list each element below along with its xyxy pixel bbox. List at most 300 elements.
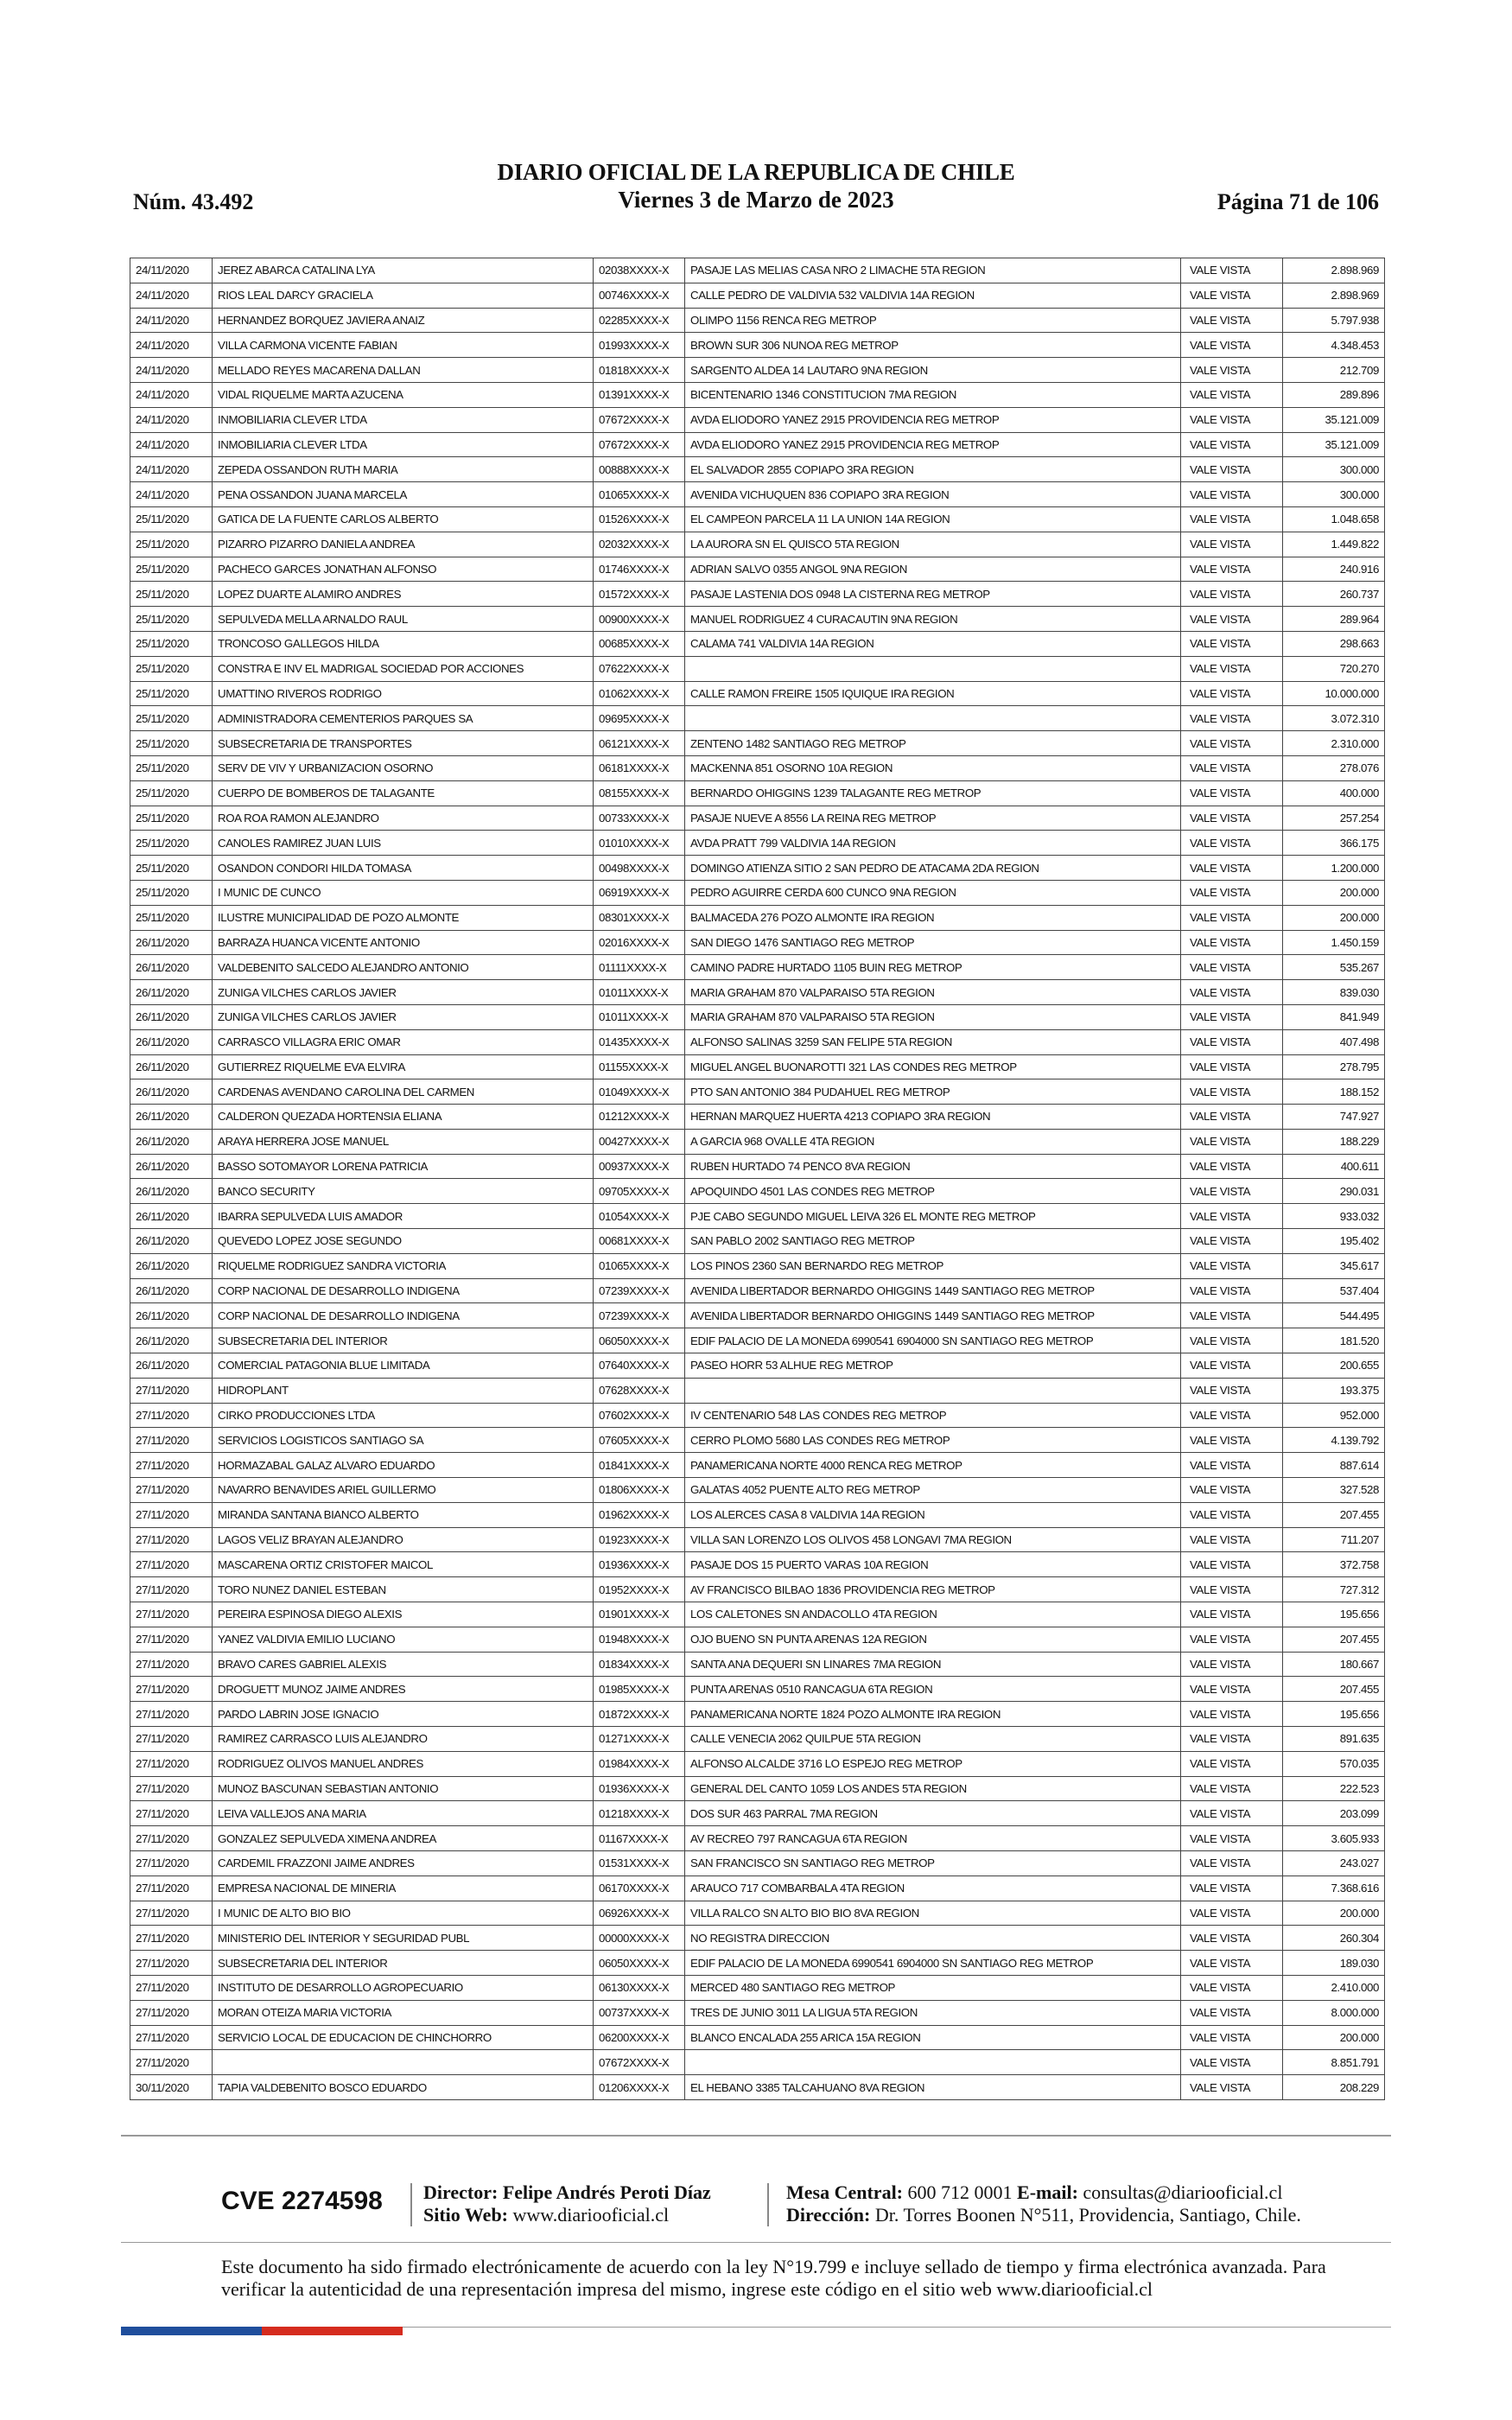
table-row xyxy=(130,283,1385,308)
row-amount: 400.000 xyxy=(1283,780,1385,806)
row-amount: 4.139.792 xyxy=(1283,1428,1385,1453)
page-number: Página 71 de 106 xyxy=(1217,189,1379,214)
row-payment-method: VALE VISTA xyxy=(1181,755,1283,780)
row-rut: 01872XXXX-X xyxy=(594,1702,685,1727)
row-address: PASAJE NUEVE A 8556 LA REINA REG METROP xyxy=(685,806,1181,831)
row-rut: 00900XXXX-X xyxy=(594,607,685,632)
row-address xyxy=(685,706,1181,731)
row-beneficiary: MORAN OTEIZA MARIA VICTORIA xyxy=(213,2000,594,2025)
footer-separator xyxy=(767,2183,769,2226)
row-rut: 01212XXXX-X xyxy=(594,1105,685,1130)
row-amount: 891.635 xyxy=(1283,1727,1385,1752)
row-address: LOS ALERCES CASA 8 VALDIVIA 14A REGION xyxy=(685,1502,1181,1527)
row-rut: 01572XXXX-X xyxy=(594,582,685,607)
row-address: CALLE RAMON FREIRE 1505 IQUIQUE IRA REGION xyxy=(685,681,1181,706)
table-row xyxy=(130,681,1385,706)
row-payment-method: VALE VISTA xyxy=(1181,1054,1283,1079)
row-beneficiary: CARDEMIL FRAZZONI JAIME ANDRES xyxy=(213,1851,594,1876)
row-payment-method: VALE VISTA xyxy=(1181,382,1283,407)
row-rut: 01065XXXX-X xyxy=(594,482,685,507)
row-beneficiary: LAGOS VELIZ BRAYAN ALEJANDRO xyxy=(213,1527,594,1552)
footer-divider-middle xyxy=(121,2242,1391,2243)
row-beneficiary: CARRASCO VILLAGRA ERIC OMAR xyxy=(213,1029,594,1054)
row-rut: 06121XXXX-X xyxy=(594,731,685,756)
row-beneficiary: IBARRA SEPULVEDA LUIS AMADOR xyxy=(213,1204,594,1229)
row-beneficiary: RIQUELME RODRIGUEZ SANDRA VICTORIA xyxy=(213,1253,594,1278)
row-date: 25/11/2020 xyxy=(130,506,213,532)
row-amount: 327.528 xyxy=(1283,1478,1385,1503)
row-payment-method: VALE VISTA xyxy=(1181,1527,1283,1552)
row-rut: 07628XXXX-X xyxy=(594,1378,685,1403)
row-payment-method: VALE VISTA xyxy=(1181,1428,1283,1453)
table-row xyxy=(130,407,1385,432)
table-row xyxy=(130,1527,1385,1552)
row-address: AVENIDA VICHUQUEN 836 COPIAPO 3RA REGION xyxy=(685,482,1181,507)
row-amount: 200.000 xyxy=(1283,1901,1385,1926)
web-label: Sitio Web: xyxy=(423,2204,509,2226)
row-amount: 711.207 xyxy=(1283,1527,1385,1552)
row-address: ALFONSO ALCALDE 3716 LO ESPEJO REG METROP xyxy=(685,1751,1181,1776)
table-row xyxy=(130,358,1385,383)
row-rut: 07672XXXX-X xyxy=(594,432,685,457)
row-address: BLANCO ENCALADA 255 ARICA 15A REGION xyxy=(685,2025,1181,2050)
row-date: 27/11/2020 xyxy=(130,1527,213,1552)
row-date: 27/11/2020 xyxy=(130,1702,213,1727)
row-address: HERNAN MARQUEZ HUERTA 4213 COPIAPO 3RA REGION xyxy=(685,1105,1181,1130)
row-amount: 5.797.938 xyxy=(1283,308,1385,333)
row-address: SANTA ANA DEQUERI SN LINARES 7MA REGION xyxy=(685,1652,1181,1677)
row-rut: 01993XXXX-X xyxy=(594,333,685,358)
row-date: 26/11/2020 xyxy=(130,1353,213,1379)
row-address: TRES DE JUNIO 3011 LA LIGUA 5TA REGION xyxy=(685,2000,1181,2025)
row-beneficiary: SERVICIOS LOGISTICOS SANTIAGO SA xyxy=(213,1428,594,1453)
row-date: 26/11/2020 xyxy=(130,1105,213,1130)
row-address: AV FRANCISCO BILBAO 1836 PROVIDENCIA REG METROP xyxy=(685,1577,1181,1602)
row-amount: 2.310.000 xyxy=(1283,731,1385,756)
table-row xyxy=(130,2075,1385,2100)
row-payment-method: VALE VISTA xyxy=(1181,930,1283,955)
table-row xyxy=(130,506,1385,532)
row-amount: 193.375 xyxy=(1283,1378,1385,1403)
legal-notice: Este documento ha sido firmado electrónicamente de acuerdo con la ley N°19.799 e incluye sellado de tiempo y firma electrónica avanzada. Para verificar la autenticidad de una representación impresa del mismo, ingrese este código en el sitio web www.diariooficial.cl xyxy=(221,2256,1326,2300)
row-beneficiary: BARRAZA HUANCA VICENTE ANTONIO xyxy=(213,930,594,955)
row-beneficiary: MELLADO REYES MACARENA DALLAN xyxy=(213,358,594,383)
footer-separator xyxy=(410,2183,412,2226)
table-row xyxy=(130,755,1385,780)
row-beneficiary: ILUSTRE MUNICIPALIDAD DE POZO ALMONTE xyxy=(213,905,594,930)
row-date: 24/11/2020 xyxy=(130,308,213,333)
row-date: 27/11/2020 xyxy=(130,1428,213,1453)
row-rut: 01841XXXX-X xyxy=(594,1453,685,1478)
row-amount: 35.121.009 xyxy=(1283,432,1385,457)
row-beneficiary: I MUNIC DE CUNCO xyxy=(213,880,594,905)
row-date: 24/11/2020 xyxy=(130,382,213,407)
row-address: SARGENTO ALDEA 14 LAUTARO 9NA REGION xyxy=(685,358,1181,383)
row-payment-method: VALE VISTA xyxy=(1181,731,1283,756)
flag-red-stripe xyxy=(262,2327,403,2335)
row-amount: 300.000 xyxy=(1283,457,1385,482)
email-link[interactable]: consultas@diariooficial.cl xyxy=(1083,2181,1283,2203)
row-address: SAN PABLO 2002 SANTIAGO REG METROP xyxy=(685,1229,1181,1254)
row-payment-method: VALE VISTA xyxy=(1181,457,1283,482)
row-payment-method: VALE VISTA xyxy=(1181,905,1283,930)
row-rut: 00681XXXX-X xyxy=(594,1229,685,1254)
row-beneficiary: RAMIREZ CARRASCO LUIS ALEJANDRO xyxy=(213,1727,594,1752)
row-rut: 01746XXXX-X xyxy=(594,557,685,582)
row-address: SAN DIEGO 1476 SANTIAGO REG METROP xyxy=(685,930,1181,955)
row-amount: 345.617 xyxy=(1283,1253,1385,1278)
row-payment-method: VALE VISTA xyxy=(1181,1851,1283,1876)
director-block xyxy=(423,2181,711,2226)
row-rut: 01391XXXX-X xyxy=(594,382,685,407)
row-payment-method: VALE VISTA xyxy=(1181,557,1283,582)
row-date: 30/11/2020 xyxy=(130,2075,213,2100)
row-beneficiary: SERVICIO LOCAL DE EDUCACION DE CHINCHORRO xyxy=(213,2025,594,2050)
row-payment-method: VALE VISTA xyxy=(1181,283,1283,308)
row-beneficiary: COMERCIAL PATAGONIA BLUE LIMITADA xyxy=(213,1353,594,1379)
row-payment-method: VALE VISTA xyxy=(1181,1975,1283,2000)
row-payment-method: VALE VISTA xyxy=(1181,681,1283,706)
row-rut: 00737XXXX-X xyxy=(594,2000,685,2025)
table-row xyxy=(130,1951,1385,1976)
row-beneficiary: PENA OSSANDON JUANA MARCELA xyxy=(213,482,594,507)
row-date: 27/11/2020 xyxy=(130,1975,213,2000)
row-payment-method: VALE VISTA xyxy=(1181,532,1283,557)
table-row xyxy=(130,1428,1385,1453)
row-beneficiary: CORP NACIONAL DE DESARROLLO INDIGENA xyxy=(213,1278,594,1303)
row-date: 24/11/2020 xyxy=(130,258,213,283)
table-row xyxy=(130,1105,1385,1130)
table-row xyxy=(130,1552,1385,1577)
row-date: 27/11/2020 xyxy=(130,1453,213,1478)
table-row xyxy=(130,1179,1385,1204)
row-payment-method: VALE VISTA xyxy=(1181,1552,1283,1577)
row-beneficiary: LEIVA VALLEJOS ANA MARIA xyxy=(213,1801,594,1826)
address-text: Dr. Torres Boonen N°511, Providencia, Santiago, Chile. xyxy=(874,2204,1301,2226)
table-row xyxy=(130,1253,1385,1278)
table-row xyxy=(130,980,1385,1005)
row-amount: 2.898.969 xyxy=(1283,283,1385,308)
row-rut: 06130XXXX-X xyxy=(594,1975,685,2000)
row-rut: 01065XXXX-X xyxy=(594,1253,685,1278)
row-beneficiary: SUBSECRETARIA DEL INTERIOR xyxy=(213,1951,594,1976)
row-amount: 1.449.822 xyxy=(1283,532,1385,557)
row-beneficiary: UMATTINO RIVEROS RODRIGO xyxy=(213,681,594,706)
flag-blue-stripe xyxy=(121,2327,262,2335)
row-date: 27/11/2020 xyxy=(130,1951,213,1976)
row-amount: 207.455 xyxy=(1283,1627,1385,1652)
row-date: 27/11/2020 xyxy=(130,1677,213,1702)
row-date: 27/11/2020 xyxy=(130,1627,213,1652)
row-date: 24/11/2020 xyxy=(130,482,213,507)
table-row xyxy=(130,930,1385,955)
row-beneficiary: INMOBILIARIA CLEVER LTDA xyxy=(213,407,594,432)
row-amount: 3.072.310 xyxy=(1283,706,1385,731)
row-address xyxy=(685,2050,1181,2075)
row-payment-method: VALE VISTA xyxy=(1181,308,1283,333)
row-rut: 00888XXXX-X xyxy=(594,457,685,482)
row-address: AVDA PRATT 799 VALDIVIA 14A REGION xyxy=(685,831,1181,856)
row-date: 26/11/2020 xyxy=(130,980,213,1005)
row-amount: 240.916 xyxy=(1283,557,1385,582)
row-date: 24/11/2020 xyxy=(130,457,213,482)
row-address: CERRO PLOMO 5680 LAS CONDES REG METROP xyxy=(685,1428,1181,1453)
row-beneficiary: OSANDON CONDORI HILDA TOMASA xyxy=(213,856,594,881)
row-beneficiary: HORMAZABAL GALAZ ALVARO EDUARDO xyxy=(213,1453,594,1478)
row-address: EDIF PALACIO DE LA MONEDA 6990541 6904000 SN SANTIAGO REG METROP xyxy=(685,1951,1181,1976)
row-date: 25/11/2020 xyxy=(130,831,213,856)
row-rut: 01901XXXX-X xyxy=(594,1602,685,1627)
row-amount: 3.605.933 xyxy=(1283,1826,1385,1851)
row-payment-method: VALE VISTA xyxy=(1181,1253,1283,1278)
email-label: E-mail: xyxy=(1017,2181,1078,2203)
row-address: EDIF PALACIO DE LA MONEDA 6990541 6904000 SN SANTIAGO REG METROP xyxy=(685,1328,1181,1353)
row-amount: 203.099 xyxy=(1283,1801,1385,1826)
page-header xyxy=(130,158,1382,219)
row-address: PANAMERICANA NORTE 4000 RENCA REG METROP xyxy=(685,1453,1181,1478)
row-date: 26/11/2020 xyxy=(130,1029,213,1054)
row-amount: 35.121.009 xyxy=(1283,407,1385,432)
row-date: 27/11/2020 xyxy=(130,1801,213,1826)
row-amount: 208.229 xyxy=(1283,2075,1385,2100)
row-rut: 00937XXXX-X xyxy=(594,1154,685,1179)
row-beneficiary: QUEVEDO LOPEZ JOSE SEGUNDO xyxy=(213,1229,594,1254)
row-date: 27/11/2020 xyxy=(130,1652,213,1677)
row-amount: 260.737 xyxy=(1283,582,1385,607)
row-date: 24/11/2020 xyxy=(130,407,213,432)
row-beneficiary xyxy=(213,2050,594,2075)
table-row xyxy=(130,1328,1385,1353)
table-row xyxy=(130,1602,1385,1627)
row-payment-method: VALE VISTA xyxy=(1181,1652,1283,1677)
row-beneficiary: EMPRESA NACIONAL DE MINERIA xyxy=(213,1876,594,1901)
row-amount: 222.523 xyxy=(1283,1776,1385,1801)
row-beneficiary: LOPEZ DUARTE ALAMIRO ANDRES xyxy=(213,582,594,607)
row-beneficiary: TORO NUNEZ DANIEL ESTEBAN xyxy=(213,1577,594,1602)
row-address xyxy=(685,1378,1181,1403)
table-row xyxy=(130,1851,1385,1876)
row-rut: 09705XXXX-X xyxy=(594,1179,685,1204)
row-date: 26/11/2020 xyxy=(130,1179,213,1204)
row-address: PASEO HORR 53 ALHUE REG METROP xyxy=(685,1353,1181,1379)
row-amount: 300.000 xyxy=(1283,482,1385,507)
row-date: 27/11/2020 xyxy=(130,1751,213,1776)
row-date: 24/11/2020 xyxy=(130,432,213,457)
row-rut: 06050XXXX-X xyxy=(594,1951,685,1976)
row-amount: 544.495 xyxy=(1283,1303,1385,1328)
row-beneficiary: MUNOZ BASCUNAN SEBASTIAN ANTONIO xyxy=(213,1776,594,1801)
row-amount: 366.175 xyxy=(1283,831,1385,856)
table-row xyxy=(130,333,1385,358)
row-date: 25/11/2020 xyxy=(130,780,213,806)
address-label: Dirección: xyxy=(786,2204,871,2226)
row-beneficiary: INMOBILIARIA CLEVER LTDA xyxy=(213,432,594,457)
row-rut: 01011XXXX-X xyxy=(594,980,685,1005)
row-address: DOMINGO ATIENZA SITIO 2 SAN PEDRO DE ATACAMA 2DA REGION xyxy=(685,856,1181,881)
row-amount: 372.758 xyxy=(1283,1552,1385,1577)
table-row xyxy=(130,856,1385,881)
row-rut: 09695XXXX-X xyxy=(594,706,685,731)
table-row xyxy=(130,1403,1385,1428)
row-rut: 00685XXXX-X xyxy=(594,631,685,656)
row-address xyxy=(685,656,1181,681)
row-rut: 01834XXXX-X xyxy=(594,1652,685,1677)
row-address: PUNTA ARENAS 0510 RANCAGUA 6TA REGION xyxy=(685,1677,1181,1702)
row-address: VILLA RALCO SN ALTO BIO BIO 8VA REGION xyxy=(685,1901,1181,1926)
table-body xyxy=(130,258,1385,2100)
row-amount: 289.964 xyxy=(1283,607,1385,632)
table-row xyxy=(130,1577,1385,1602)
row-payment-method: VALE VISTA xyxy=(1181,2000,1283,2025)
row-address: GALATAS 4052 PUENTE ALTO REG METROP xyxy=(685,1478,1181,1503)
row-payment-method: VALE VISTA xyxy=(1181,656,1283,681)
row-beneficiary: GONZALEZ SEPULVEDA XIMENA ANDREA xyxy=(213,1826,594,1851)
row-address: ARAUCO 717 COMBARBALA 4TA REGION xyxy=(685,1876,1181,1901)
row-date: 26/11/2020 xyxy=(130,1079,213,1105)
table-row xyxy=(130,1079,1385,1105)
row-payment-method: VALE VISTA xyxy=(1181,1453,1283,1478)
row-address: PJE CABO SEGUNDO MIGUEL LEIVA 326 EL MONTE REG METROP xyxy=(685,1204,1181,1229)
row-amount: 887.614 xyxy=(1283,1453,1385,1478)
director-name: Felipe Andrés Peroti Díaz xyxy=(502,2181,711,2203)
row-beneficiary: VIDAL RIQUELME MARTA AZUCENA xyxy=(213,382,594,407)
row-date: 27/11/2020 xyxy=(130,1776,213,1801)
row-rut: 01984XXXX-X xyxy=(594,1751,685,1776)
row-address: AVENIDA LIBERTADOR BERNARDO OHIGGINS 1449 SANTIAGO REG METROP xyxy=(685,1278,1181,1303)
row-address: LOS CALETONES SN ANDACOLLO 4TA REGION xyxy=(685,1602,1181,1627)
payments-table-container xyxy=(130,258,1384,2100)
row-payment-method: VALE VISTA xyxy=(1181,1154,1283,1179)
row-payment-method: VALE VISTA xyxy=(1181,1826,1283,1851)
row-payment-method: VALE VISTA xyxy=(1181,1079,1283,1105)
row-rut: 01167XXXX-X xyxy=(594,1826,685,1851)
row-payment-method: VALE VISTA xyxy=(1181,955,1283,980)
row-payment-method: VALE VISTA xyxy=(1181,1478,1283,1503)
row-amount: 278.795 xyxy=(1283,1054,1385,1079)
row-rut: 08155XXXX-X xyxy=(594,780,685,806)
row-address: EL CAMPEON PARCELA 11 LA UNION 14A REGION xyxy=(685,506,1181,532)
table-row xyxy=(130,631,1385,656)
row-amount: 535.267 xyxy=(1283,955,1385,980)
row-payment-method: VALE VISTA xyxy=(1181,1901,1283,1926)
row-rut: 07239XXXX-X xyxy=(594,1303,685,1328)
row-rut: 01054XXXX-X xyxy=(594,1204,685,1229)
row-address: LA AURORA SN EL QUISCO 5TA REGION xyxy=(685,532,1181,557)
row-date: 25/11/2020 xyxy=(130,631,213,656)
row-payment-method: VALE VISTA xyxy=(1181,358,1283,383)
row-beneficiary: NAVARRO BENAVIDES ARIEL GUILLERMO xyxy=(213,1478,594,1503)
row-payment-method: VALE VISTA xyxy=(1181,780,1283,806)
row-rut: 07602XXXX-X xyxy=(594,1403,685,1428)
table-row xyxy=(130,2000,1385,2025)
row-beneficiary: CARDENAS AVENDANO CAROLINA DEL CARMEN xyxy=(213,1079,594,1105)
row-beneficiary: PEREIRA ESPINOSA DIEGO ALEXIS xyxy=(213,1602,594,1627)
row-address: CALAMA 741 VALDIVIA 14A REGION xyxy=(685,631,1181,656)
row-rut: 01923XXXX-X xyxy=(594,1527,685,1552)
row-date: 26/11/2020 xyxy=(130,1129,213,1154)
row-beneficiary: HERNANDEZ BORQUEZ JAVIERA ANAIZ xyxy=(213,308,594,333)
row-date: 26/11/2020 xyxy=(130,1004,213,1029)
row-address: CAMINO PADRE HURTADO 1105 BUIN REG METROP xyxy=(685,955,1181,980)
row-amount: 720.270 xyxy=(1283,656,1385,681)
row-payment-method: VALE VISTA xyxy=(1181,1328,1283,1353)
row-payment-method: VALE VISTA xyxy=(1181,706,1283,731)
row-rut: 01936XXXX-X xyxy=(594,1776,685,1801)
row-date: 27/11/2020 xyxy=(130,1901,213,1926)
row-amount: 212.709 xyxy=(1283,358,1385,383)
row-payment-method: VALE VISTA xyxy=(1181,1004,1283,1029)
row-rut: 07605XXXX-X xyxy=(594,1428,685,1453)
row-beneficiary: I MUNIC DE ALTO BIO BIO xyxy=(213,1901,594,1926)
table-row xyxy=(130,457,1385,482)
row-beneficiary: PARDO LABRIN JOSE IGNACIO xyxy=(213,1702,594,1727)
row-rut: 01271XXXX-X xyxy=(594,1727,685,1752)
row-rut: 01962XXXX-X xyxy=(594,1502,685,1527)
row-date: 24/11/2020 xyxy=(130,333,213,358)
row-payment-method: VALE VISTA xyxy=(1181,607,1283,632)
issue-number: Núm. 43.492 xyxy=(133,189,254,214)
row-payment-method: VALE VISTA xyxy=(1181,1502,1283,1527)
row-amount: 181.520 xyxy=(1283,1328,1385,1353)
row-payment-method: VALE VISTA xyxy=(1181,856,1283,881)
row-date: 25/11/2020 xyxy=(130,706,213,731)
row-date: 27/11/2020 xyxy=(130,1577,213,1602)
cve-code: CVE 2274598 xyxy=(221,2187,383,2215)
row-beneficiary: BANCO SECURITY xyxy=(213,1179,594,1204)
row-date: 26/11/2020 xyxy=(130,1253,213,1278)
row-amount: 189.030 xyxy=(1283,1951,1385,1976)
row-payment-method: VALE VISTA xyxy=(1181,806,1283,831)
table-row xyxy=(130,731,1385,756)
row-rut: 07672XXXX-X xyxy=(594,407,685,432)
row-rut: 01049XXXX-X xyxy=(594,1079,685,1105)
row-date: 26/11/2020 xyxy=(130,955,213,980)
table-row xyxy=(130,905,1385,930)
row-date: 26/11/2020 xyxy=(130,1303,213,1328)
row-beneficiary: SUBSECRETARIA DEL INTERIOR xyxy=(213,1328,594,1353)
row-payment-method: VALE VISTA xyxy=(1181,1229,1283,1254)
row-amount: 1.450.159 xyxy=(1283,930,1385,955)
row-beneficiary: INSTITUTO DE DESARROLLO AGROPECUARIO xyxy=(213,1975,594,2000)
table-row xyxy=(130,432,1385,457)
table-row xyxy=(130,1278,1385,1303)
row-rut: 01936XXXX-X xyxy=(594,1552,685,1577)
table-row xyxy=(130,656,1385,681)
table-row xyxy=(130,780,1385,806)
website-link[interactable]: www.diariooficial.cl xyxy=(512,2204,670,2226)
row-amount: 2.410.000 xyxy=(1283,1975,1385,2000)
row-beneficiary: SERV DE VIV Y URBANIZACION OSORNO xyxy=(213,755,594,780)
row-rut: 01111XXXX-X xyxy=(594,955,685,980)
row-address: MIGUEL ANGEL BUONAROTTI 321 LAS CONDES REG METROP xyxy=(685,1054,1181,1079)
row-beneficiary: TRONCOSO GALLEGOS HILDA xyxy=(213,631,594,656)
row-payment-method: VALE VISTA xyxy=(1181,482,1283,507)
row-beneficiary: VALDEBENITO SALCEDO ALEJANDRO ANTONIO xyxy=(213,955,594,980)
row-payment-method: VALE VISTA xyxy=(1181,2025,1283,2050)
issue-date: Viernes 3 de Marzo de 2023 xyxy=(618,187,894,213)
table-row xyxy=(130,482,1385,507)
row-payment-method: VALE VISTA xyxy=(1181,1727,1283,1752)
row-payment-method: VALE VISTA xyxy=(1181,1801,1283,1826)
row-date: 25/11/2020 xyxy=(130,731,213,756)
row-address: ALFONSO SALINAS 3259 SAN FELIPE 5TA REGION xyxy=(685,1029,1181,1054)
row-beneficiary: CALDERON QUEZADA HORTENSIA ELIANA xyxy=(213,1105,594,1130)
row-rut: 01818XXXX-X xyxy=(594,358,685,383)
table-row xyxy=(130,582,1385,607)
row-payment-method: VALE VISTA xyxy=(1181,582,1283,607)
row-amount: 933.032 xyxy=(1283,1204,1385,1229)
row-amount: 200.000 xyxy=(1283,905,1385,930)
